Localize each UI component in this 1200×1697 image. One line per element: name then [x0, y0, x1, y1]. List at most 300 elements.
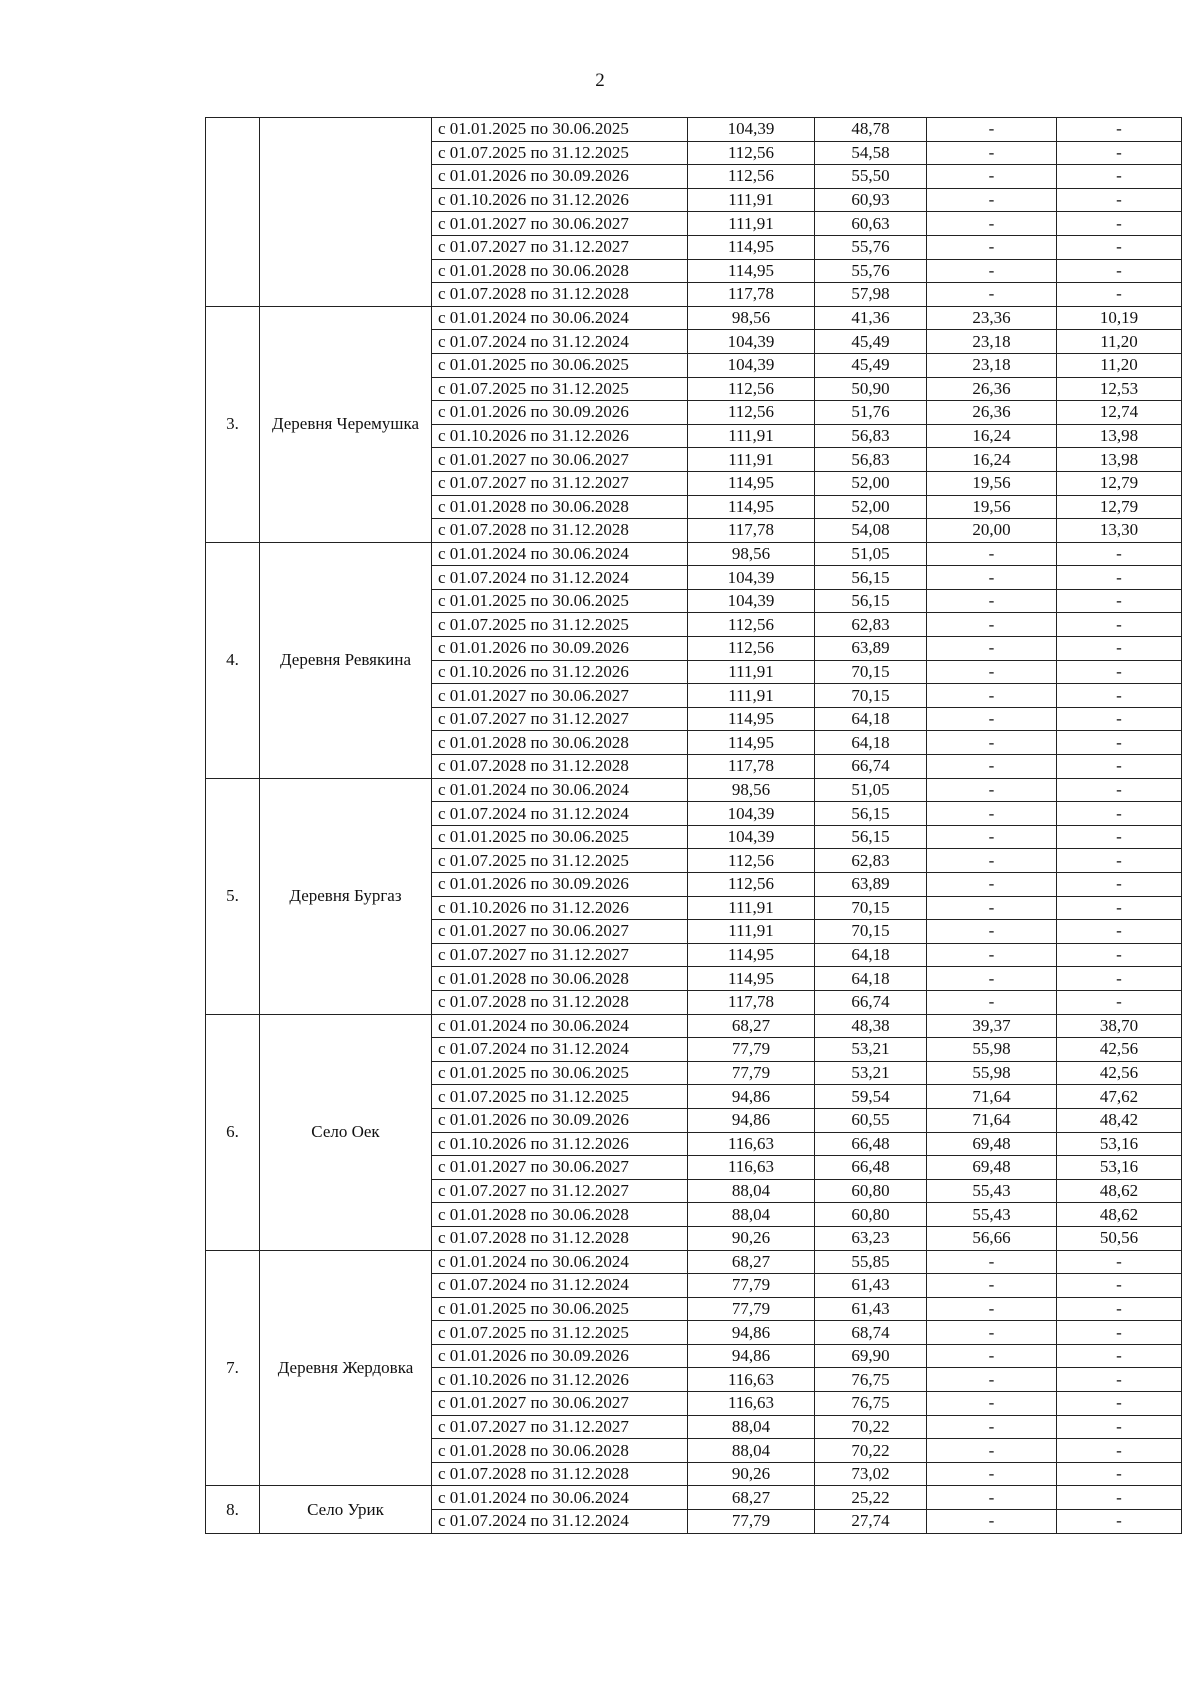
tariff-value-1: 111,91 [688, 448, 815, 472]
tariff-value-2: 48,78 [815, 118, 927, 142]
settlement-number: 7. [206, 1250, 260, 1486]
tariff-value-1: 94,86 [688, 1108, 815, 1132]
tariff-value-1: 111,91 [688, 660, 815, 684]
period-cell: с 01.07.2027 по 31.12.2027 [432, 1415, 688, 1439]
tariff-value-3: - [927, 967, 1057, 991]
tariff-value-2: 55,76 [815, 259, 927, 283]
tariff-value-3: 69,48 [927, 1156, 1057, 1180]
tariff-value-3: - [927, 188, 1057, 212]
settlement-number [206, 118, 260, 307]
tariff-value-4: - [1057, 990, 1182, 1014]
tariff-value-4: - [1057, 873, 1182, 897]
tariff-value-2: 27,74 [815, 1510, 927, 1534]
tariff-value-3: - [927, 1392, 1057, 1416]
tariff-value-1: 117,78 [688, 755, 815, 779]
tariff-value-3: - [927, 1274, 1057, 1298]
period-cell: с 01.01.2024 по 30.06.2024 [432, 1250, 688, 1274]
period-cell: с 01.07.2024 по 31.12.2024 [432, 330, 688, 354]
period-cell: с 01.07.2024 по 31.12.2024 [432, 1274, 688, 1298]
tariff-value-3: - [927, 283, 1057, 307]
tariff-value-1: 116,63 [688, 1392, 815, 1416]
tariff-value-3: - [927, 684, 1057, 708]
tariff-value-1: 114,95 [688, 731, 815, 755]
tariff-value-1: 111,91 [688, 188, 815, 212]
tariff-value-2: 66,48 [815, 1156, 927, 1180]
tariff-value-1: 114,95 [688, 943, 815, 967]
tariff-value-3: - [927, 1344, 1057, 1368]
tariff-value-2: 76,75 [815, 1392, 927, 1416]
tariff-value-3: - [927, 920, 1057, 944]
period-cell: с 01.07.2025 по 31.12.2025 [432, 849, 688, 873]
tariff-value-1: 116,63 [688, 1132, 815, 1156]
tariff-value-4: - [1057, 1439, 1182, 1463]
table-row [206, 118, 1182, 142]
tariff-value-4: 13,98 [1057, 424, 1182, 448]
tariff-value-3: - [927, 542, 1057, 566]
period-cell: с 01.07.2027 по 31.12.2027 [432, 707, 688, 731]
period-cell: с 01.01.2027 по 30.06.2027 [432, 684, 688, 708]
tariff-value-3: 23,36 [927, 306, 1057, 330]
tariff-value-4: - [1057, 731, 1182, 755]
tariff-table [205, 117, 1182, 1534]
tariff-value-2: 62,83 [815, 849, 927, 873]
table-row [206, 542, 1182, 566]
tariff-value-3: 55,98 [927, 1038, 1057, 1062]
period-cell: с 01.10.2026 по 31.12.2026 [432, 1132, 688, 1156]
tariff-value-4: - [1057, 235, 1182, 259]
tariff-value-2: 55,50 [815, 165, 927, 189]
table-row [206, 1014, 1182, 1038]
tariff-value-3: - [927, 990, 1057, 1014]
tariff-value-4: - [1057, 637, 1182, 661]
tariff-value-3: - [927, 589, 1057, 613]
tariff-value-2: 56,15 [815, 589, 927, 613]
tariff-value-2: 60,80 [815, 1203, 927, 1227]
tariff-value-3: - [927, 1439, 1057, 1463]
period-cell: с 01.01.2024 по 30.06.2024 [432, 306, 688, 330]
tariff-value-4: - [1057, 967, 1182, 991]
tariff-value-2: 51,05 [815, 778, 927, 802]
tariff-value-4: 48,62 [1057, 1203, 1182, 1227]
tariff-value-2: 56,83 [815, 424, 927, 448]
period-cell: с 01.01.2026 по 30.09.2026 [432, 873, 688, 897]
tariff-value-4: - [1057, 141, 1182, 165]
tariff-value-1: 104,39 [688, 353, 815, 377]
settlement-name: Деревня Жердовка [260, 1250, 432, 1486]
tariff-value-2: 66,74 [815, 990, 927, 1014]
tariff-value-4: - [1057, 1486, 1182, 1510]
tariff-value-3: - [927, 165, 1057, 189]
period-cell: с 01.01.2025 по 30.06.2025 [432, 1297, 688, 1321]
tariff-value-2: 69,90 [815, 1344, 927, 1368]
period-cell: с 01.01.2028 по 30.06.2028 [432, 259, 688, 283]
tariff-value-2: 60,63 [815, 212, 927, 236]
tariff-value-3: - [927, 896, 1057, 920]
tariff-value-4: - [1057, 849, 1182, 873]
tariff-value-4: - [1057, 920, 1182, 944]
tariff-value-2: 57,98 [815, 283, 927, 307]
tariff-value-4: 53,16 [1057, 1132, 1182, 1156]
period-cell: с 01.01.2024 по 30.06.2024 [432, 778, 688, 802]
period-cell: с 01.01.2025 по 30.06.2025 [432, 118, 688, 142]
tariff-value-3: 55,43 [927, 1179, 1057, 1203]
period-cell: с 01.01.2027 по 30.06.2027 [432, 1156, 688, 1180]
tariff-value-2: 41,36 [815, 306, 927, 330]
tariff-value-4: 53,16 [1057, 1156, 1182, 1180]
tariff-value-3: - [927, 802, 1057, 826]
tariff-value-2: 70,22 [815, 1439, 927, 1463]
tariff-value-4: 11,20 [1057, 330, 1182, 354]
tariff-value-1: 112,56 [688, 873, 815, 897]
tariff-value-4: 12,79 [1057, 495, 1182, 519]
period-cell: с 01.07.2027 по 31.12.2027 [432, 1179, 688, 1203]
tariff-value-1: 94,86 [688, 1321, 815, 1345]
tariff-value-4: - [1057, 707, 1182, 731]
tariff-value-4: - [1057, 778, 1182, 802]
period-cell: с 01.10.2026 по 31.12.2026 [432, 896, 688, 920]
period-cell: с 01.07.2024 по 31.12.2024 [432, 566, 688, 590]
tariff-value-3: - [927, 755, 1057, 779]
tariff-value-4: - [1057, 542, 1182, 566]
tariff-value-1: 68,27 [688, 1014, 815, 1038]
tariff-value-4: 13,30 [1057, 519, 1182, 543]
tariff-value-4: 10,19 [1057, 306, 1182, 330]
tariff-value-1: 117,78 [688, 990, 815, 1014]
tariff-value-3: - [927, 259, 1057, 283]
period-cell: с 01.07.2027 по 31.12.2027 [432, 943, 688, 967]
tariff-value-3: - [927, 707, 1057, 731]
tariff-value-1: 112,56 [688, 849, 815, 873]
period-cell: с 01.01.2025 по 30.06.2025 [432, 825, 688, 849]
settlement-name: Село Оек [260, 1014, 432, 1250]
tariff-value-1: 88,04 [688, 1415, 815, 1439]
tariff-value-2: 51,05 [815, 542, 927, 566]
tariff-value-4: - [1057, 1510, 1182, 1534]
tariff-value-3: - [927, 637, 1057, 661]
tariff-value-3: 69,48 [927, 1132, 1057, 1156]
settlement-name: Деревня Ревякина [260, 542, 432, 778]
table-row [206, 1250, 1182, 1274]
tariff-value-4: - [1057, 755, 1182, 779]
tariff-value-2: 73,02 [815, 1462, 927, 1486]
tariff-value-2: 59,54 [815, 1085, 927, 1109]
tariff-value-4: 12,74 [1057, 401, 1182, 425]
tariff-value-3: - [927, 1510, 1057, 1534]
period-cell: с 01.01.2026 по 30.09.2026 [432, 1108, 688, 1132]
tariff-value-2: 45,49 [815, 353, 927, 377]
tariff-value-2: 63,23 [815, 1226, 927, 1250]
period-cell: с 01.07.2028 по 31.12.2028 [432, 1462, 688, 1486]
tariff-value-2: 55,76 [815, 235, 927, 259]
tariff-value-4: - [1057, 1344, 1182, 1368]
tariff-value-4: - [1057, 566, 1182, 590]
tariff-value-4: - [1057, 259, 1182, 283]
period-cell: с 01.01.2026 по 30.09.2026 [432, 401, 688, 425]
period-cell: с 01.01.2025 по 30.06.2025 [432, 1061, 688, 1085]
tariff-value-3: 20,00 [927, 519, 1057, 543]
period-cell: с 01.10.2026 по 31.12.2026 [432, 424, 688, 448]
tariff-value-3: - [927, 1415, 1057, 1439]
tariff-value-4: - [1057, 660, 1182, 684]
tariff-value-3: 16,24 [927, 448, 1057, 472]
tariff-value-3: 71,64 [927, 1085, 1057, 1109]
tariff-value-3: - [927, 1368, 1057, 1392]
period-cell: с 01.01.2027 по 30.06.2027 [432, 212, 688, 236]
tariff-value-1: 111,91 [688, 684, 815, 708]
period-cell: с 01.07.2027 по 31.12.2027 [432, 235, 688, 259]
tariff-value-3: - [927, 1486, 1057, 1510]
period-cell: с 01.07.2025 по 31.12.2025 [432, 377, 688, 401]
tariff-value-1: 114,95 [688, 259, 815, 283]
tariff-value-1: 117,78 [688, 519, 815, 543]
tariff-value-2: 56,15 [815, 566, 927, 590]
period-cell: с 01.01.2027 по 30.06.2027 [432, 920, 688, 944]
period-cell: с 01.01.2026 по 30.09.2026 [432, 1344, 688, 1368]
table-row [206, 778, 1182, 802]
tariff-value-2: 62,83 [815, 613, 927, 637]
tariff-value-4: - [1057, 1250, 1182, 1274]
tariff-value-2: 52,00 [815, 471, 927, 495]
tariff-value-4: - [1057, 896, 1182, 920]
tariff-value-2: 60,55 [815, 1108, 927, 1132]
tariff-value-3: - [927, 1250, 1057, 1274]
settlement-name [260, 118, 432, 307]
tariff-value-1: 68,27 [688, 1486, 815, 1510]
tariff-value-4: - [1057, 589, 1182, 613]
tariff-value-3: 39,37 [927, 1014, 1057, 1038]
tariff-value-1: 116,63 [688, 1156, 815, 1180]
tariff-value-2: 52,00 [815, 495, 927, 519]
tariff-value-3: - [927, 849, 1057, 873]
tariff-value-1: 104,39 [688, 802, 815, 826]
tariff-value-1: 114,95 [688, 967, 815, 991]
tariff-value-3: - [927, 660, 1057, 684]
tariff-table-body [206, 118, 1182, 1534]
tariff-value-4: 12,79 [1057, 471, 1182, 495]
period-cell: с 01.10.2026 по 31.12.2026 [432, 1368, 688, 1392]
tariff-value-1: 94,86 [688, 1085, 815, 1109]
period-cell: с 01.01.2024 по 30.06.2024 [432, 542, 688, 566]
tariff-value-2: 76,75 [815, 1368, 927, 1392]
tariff-value-2: 61,43 [815, 1274, 927, 1298]
settlement-name: Село Урик [260, 1486, 432, 1533]
period-cell: с 01.10.2026 по 31.12.2026 [432, 188, 688, 212]
tariff-value-3: - [927, 235, 1057, 259]
tariff-value-1: 114,95 [688, 471, 815, 495]
tariff-value-3: 55,43 [927, 1203, 1057, 1227]
tariff-value-1: 104,39 [688, 118, 815, 142]
tariff-value-1: 94,86 [688, 1344, 815, 1368]
tariff-value-2: 55,85 [815, 1250, 927, 1274]
tariff-value-1: 98,56 [688, 306, 815, 330]
tariff-value-4: - [1057, 684, 1182, 708]
tariff-value-1: 98,56 [688, 542, 815, 566]
tariff-value-3: 56,66 [927, 1226, 1057, 1250]
tariff-value-3: - [927, 873, 1057, 897]
tariff-value-1: 90,26 [688, 1462, 815, 1486]
tariff-value-4: 42,56 [1057, 1061, 1182, 1085]
tariff-value-1: 112,56 [688, 613, 815, 637]
tariff-value-4: - [1057, 1274, 1182, 1298]
tariff-value-3: - [927, 825, 1057, 849]
tariff-value-3: 16,24 [927, 424, 1057, 448]
period-cell: с 01.07.2024 по 31.12.2024 [432, 1038, 688, 1062]
settlement-number: 3. [206, 306, 260, 542]
period-cell: с 01.01.2024 по 30.06.2024 [432, 1486, 688, 1510]
tariff-value-3: - [927, 1297, 1057, 1321]
tariff-value-1: 114,95 [688, 707, 815, 731]
tariff-value-1: 104,39 [688, 589, 815, 613]
period-cell: с 01.07.2025 по 31.12.2025 [432, 613, 688, 637]
tariff-value-1: 77,79 [688, 1297, 815, 1321]
tariff-value-2: 70,15 [815, 684, 927, 708]
tariff-value-4: 38,70 [1057, 1014, 1182, 1038]
tariff-value-4: - [1057, 825, 1182, 849]
tariff-value-1: 117,78 [688, 283, 815, 307]
table-row [206, 306, 1182, 330]
tariff-value-3: 26,36 [927, 377, 1057, 401]
tariff-value-1: 88,04 [688, 1439, 815, 1463]
tariff-value-1: 77,79 [688, 1510, 815, 1534]
period-cell: с 01.07.2025 по 31.12.2025 [432, 1321, 688, 1345]
tariff-value-4: - [1057, 613, 1182, 637]
tariff-value-4: - [1057, 802, 1182, 826]
settlement-name: Деревня Черемушка [260, 306, 432, 542]
tariff-value-2: 66,48 [815, 1132, 927, 1156]
tariff-value-4: - [1057, 118, 1182, 142]
tariff-value-4: - [1057, 1321, 1182, 1345]
tariff-value-1: 77,79 [688, 1274, 815, 1298]
period-cell: с 01.07.2024 по 31.12.2024 [432, 1510, 688, 1534]
tariff-value-2: 64,18 [815, 943, 927, 967]
tariff-value-3: 23,18 [927, 353, 1057, 377]
tariff-value-4: - [1057, 283, 1182, 307]
tariff-value-1: 88,04 [688, 1203, 815, 1227]
period-cell: с 01.01.2026 по 30.09.2026 [432, 165, 688, 189]
period-cell: с 01.07.2025 по 31.12.2025 [432, 141, 688, 165]
tariff-value-1: 77,79 [688, 1061, 815, 1085]
tariff-value-2: 54,08 [815, 519, 927, 543]
tariff-value-2: 64,18 [815, 967, 927, 991]
tariff-value-2: 56,15 [815, 825, 927, 849]
tariff-value-3: - [927, 212, 1057, 236]
tariff-value-4: 48,42 [1057, 1108, 1182, 1132]
period-cell: с 01.01.2027 по 30.06.2027 [432, 1392, 688, 1416]
settlement-name: Деревня Бургаз [260, 778, 432, 1014]
tariff-value-4: 11,20 [1057, 353, 1182, 377]
tariff-value-1: 112,56 [688, 141, 815, 165]
settlement-number: 5. [206, 778, 260, 1014]
tariff-value-2: 50,90 [815, 377, 927, 401]
tariff-value-2: 63,89 [815, 637, 927, 661]
tariff-value-4: 48,62 [1057, 1179, 1182, 1203]
tariff-value-1: 111,91 [688, 920, 815, 944]
tariff-value-3: - [927, 141, 1057, 165]
tariff-value-4: 42,56 [1057, 1038, 1182, 1062]
tariff-value-2: 56,83 [815, 448, 927, 472]
tariff-value-2: 61,43 [815, 1297, 927, 1321]
tariff-value-2: 70,15 [815, 896, 927, 920]
tariff-value-4: 13,98 [1057, 448, 1182, 472]
tariff-value-4: 12,53 [1057, 377, 1182, 401]
tariff-value-4: - [1057, 943, 1182, 967]
period-cell: с 01.01.2028 по 30.06.2028 [432, 731, 688, 755]
tariff-value-1: 112,56 [688, 637, 815, 661]
tariff-value-2: 70,15 [815, 920, 927, 944]
tariff-value-2: 54,58 [815, 141, 927, 165]
tariff-value-1: 111,91 [688, 896, 815, 920]
period-cell: с 01.01.2024 по 30.06.2024 [432, 1014, 688, 1038]
settlement-number: 6. [206, 1014, 260, 1250]
tariff-value-4: - [1057, 1462, 1182, 1486]
tariff-value-3: - [927, 613, 1057, 637]
tariff-value-3: - [927, 1462, 1057, 1486]
period-cell: с 01.07.2028 по 31.12.2028 [432, 990, 688, 1014]
tariff-value-2: 56,15 [815, 802, 927, 826]
period-cell: с 01.07.2028 по 31.12.2028 [432, 755, 688, 779]
period-cell: с 01.01.2028 по 30.06.2028 [432, 495, 688, 519]
tariff-value-3: - [927, 566, 1057, 590]
tariff-value-2: 63,89 [815, 873, 927, 897]
tariff-value-3: 23,18 [927, 330, 1057, 354]
period-cell: с 01.07.2028 по 31.12.2028 [432, 1226, 688, 1250]
tariff-value-1: 77,79 [688, 1038, 815, 1062]
tariff-value-1: 116,63 [688, 1368, 815, 1392]
tariff-value-1: 104,39 [688, 566, 815, 590]
tariff-value-1: 68,27 [688, 1250, 815, 1274]
tariff-value-2: 60,80 [815, 1179, 927, 1203]
settlement-number: 4. [206, 542, 260, 778]
period-cell: с 01.07.2025 по 31.12.2025 [432, 1085, 688, 1109]
tariff-value-2: 64,18 [815, 731, 927, 755]
page-number: 2 [595, 70, 605, 91]
period-cell: с 01.07.2027 по 31.12.2027 [432, 471, 688, 495]
period-cell: с 01.01.2027 по 30.06.2027 [432, 448, 688, 472]
settlement-number: 8. [206, 1486, 260, 1533]
period-cell: с 01.01.2025 по 30.06.2025 [432, 589, 688, 613]
tariff-value-1: 114,95 [688, 495, 815, 519]
tariff-value-3: - [927, 1321, 1057, 1345]
tariff-value-1: 88,04 [688, 1179, 815, 1203]
tariff-value-2: 70,22 [815, 1415, 927, 1439]
table-row [206, 1486, 1182, 1510]
tariff-value-1: 111,91 [688, 212, 815, 236]
period-cell: с 01.01.2025 по 30.06.2025 [432, 353, 688, 377]
tariff-value-1: 104,39 [688, 825, 815, 849]
tariff-value-2: 25,22 [815, 1486, 927, 1510]
tariff-value-2: 45,49 [815, 330, 927, 354]
tariff-value-1: 112,56 [688, 377, 815, 401]
tariff-value-3: 19,56 [927, 471, 1057, 495]
period-cell: с 01.07.2024 по 31.12.2024 [432, 802, 688, 826]
tariff-value-4: - [1057, 1392, 1182, 1416]
period-cell: с 01.01.2028 по 30.06.2028 [432, 1439, 688, 1463]
tariff-value-3: - [927, 118, 1057, 142]
period-cell: с 01.01.2028 по 30.06.2028 [432, 1203, 688, 1227]
period-cell: с 01.07.2028 по 31.12.2028 [432, 283, 688, 307]
tariff-value-4: - [1057, 1368, 1182, 1392]
tariff-value-3: - [927, 943, 1057, 967]
tariff-value-2: 48,38 [815, 1014, 927, 1038]
tariff-value-3: - [927, 778, 1057, 802]
tariff-value-1: 112,56 [688, 165, 815, 189]
tariff-value-2: 70,15 [815, 660, 927, 684]
tariff-value-1: 111,91 [688, 424, 815, 448]
tariff-value-4: - [1057, 1415, 1182, 1439]
tariff-value-3: - [927, 731, 1057, 755]
tariff-value-2: 53,21 [815, 1038, 927, 1062]
tariff-value-4: - [1057, 188, 1182, 212]
